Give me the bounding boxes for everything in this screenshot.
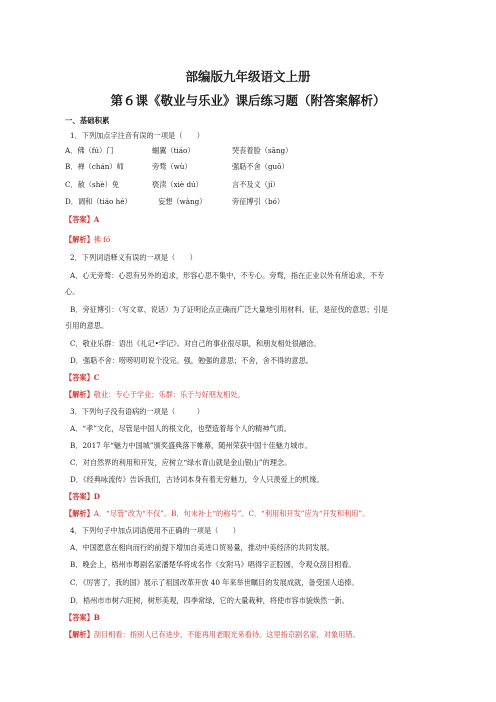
document-title: 部编版九年级语文上册 bbox=[185, 69, 311, 84]
q1-analysis bbox=[65, 235, 110, 244]
q2-analysis-tag: 【解析】 bbox=[65, 390, 94, 399]
q1-option-d-3: 旁征博引（bó） bbox=[232, 197, 285, 206]
q2-option-d: D．强聒不舍：唠唠叨叨说个没完。强，勉强的意思；不舍，舍不得的意思。 bbox=[70, 356, 313, 365]
q1-option-d-2: 妄想（wàng） bbox=[158, 197, 207, 206]
q3-option-b: B．2017 年“魅力中国城”颁奖盛典落下帷幕，随州荣获中国十佳魅力城市。 bbox=[70, 441, 312, 450]
q4-analysis bbox=[65, 630, 360, 639]
q4-answer: 【答案】B bbox=[65, 613, 100, 622]
q1-analysis-text: 拂 fó bbox=[93, 235, 111, 244]
q2-option-a-cont: 心。 bbox=[65, 287, 80, 296]
q1-option-a-1: A．佛（fú）门 bbox=[65, 146, 114, 155]
q2-option-b: B．旁征博引：（写文章、说话）为了证明论点正确而广泛大量地引用材料。征，是征伐的意思；引是 bbox=[70, 305, 388, 314]
q1-option-a-3: 哭丧着脸（sāng） bbox=[232, 146, 293, 155]
question-1-stem: 1．下列加点字注音有误的一项是（ ） bbox=[70, 131, 204, 140]
q2-option-a: A．心无旁骛：心思有另外的追求，形容心思不集中，不专心。旁骛，指在正业以外有所追求，不专 bbox=[70, 271, 385, 280]
q3-answer: 【答案】D bbox=[65, 492, 100, 501]
q3-option-a: A．“孝”文化，尽管是中国人的根文化，也塑造着每个人的精神气质。 bbox=[70, 424, 291, 433]
q1-analysis-tag: 【解析】 bbox=[65, 235, 94, 244]
q4-option-c: C．《厉害了，我的国》展示了祖国改革开放 40 年来举世瞩目的发展成就，备受国人追捧。 bbox=[70, 578, 359, 587]
q3-analysis-text: A．“尽管”改为“不仅”。B．句末补上“的称号”。C．“利用和开发”应为“开发和利用”。 bbox=[93, 509, 370, 518]
q1-option-c-3: 言不及义（jí） bbox=[232, 180, 280, 189]
q3-option-c: C．对自然界的利用和开发，应树立“绿水青山就是金山银山”的理念。 bbox=[70, 458, 292, 467]
q4-option-b: B．晚会上，梧州市粤剧名家潘楚华将成名作《女附马》唱得字正腔圆，令观众刮目相看。 bbox=[70, 560, 356, 569]
q3-option-d: D．《经典咏流传》告诉我们，古诗词本身有着无穷魅力，令人只羡爱上的机缘。 bbox=[70, 475, 324, 484]
q2-analysis bbox=[65, 390, 245, 399]
q2-option-c: C．敬业乐群：语出《礼记•学记》。对自己的事业很尽职，和朋友相处很融洽。 bbox=[70, 339, 321, 348]
q4-analysis-tag: 【解析】 bbox=[65, 630, 94, 639]
q1-option-d-1: D．调和（tiáo hé） bbox=[65, 197, 132, 206]
q1-option-b-3: 强聒不舍（guō） bbox=[232, 162, 289, 171]
q1-option-b-2: 旁骛（wù） bbox=[152, 162, 192, 171]
q4-option-a: A．中国愿意在相向而行的前提下增加自美进口贸易量，推动中美经济的共同发展。 bbox=[70, 543, 334, 552]
q1-option-c-2: 亵渎（xiè dú） bbox=[152, 180, 203, 189]
question-4-stem: 4．下列句子中加点词语使用不正确的一项是（ ） bbox=[70, 526, 240, 535]
q2-option-b-cont: 引用的意思。 bbox=[65, 321, 109, 330]
q2-analysis-text: 敬业：专心于学业；乐群：乐于与好朋友相处。 bbox=[93, 390, 245, 399]
q4-option-d: D．梧州市市树六旺树，树形美观，四季常绿，它的大量栽种，将使市容市貌焕然一新。 bbox=[70, 596, 349, 605]
q3-analysis-tag: 【解析】 bbox=[65, 509, 94, 518]
question-3-stem: 3．下列句子没有语病的一项是（ ） bbox=[70, 407, 204, 416]
question-2-stem: 2．下列词语释义有误的一项是（ ） bbox=[70, 253, 197, 262]
q1-answer: 【答案】A bbox=[65, 215, 100, 224]
q1-option-a-2: 蝈翼（tiáo） bbox=[152, 146, 195, 155]
q2-answer: 【答案】C bbox=[65, 373, 100, 382]
document-subtitle: 第６课《敬业与乐业》课后练习题（附答案解析） bbox=[110, 93, 386, 108]
q1-option-c-1: C．赦（shè）免 bbox=[65, 180, 120, 189]
q1-option-b-1: B．禅（chán）师 bbox=[65, 162, 124, 171]
q3-analysis bbox=[65, 509, 369, 518]
q4-analysis-text: 刮目相看：指别人已有进步，不能再用老眼光来看待。这里指京剧名家，对象用错。 bbox=[93, 630, 360, 639]
section-heading: 一、基础积累 bbox=[65, 116, 110, 125]
